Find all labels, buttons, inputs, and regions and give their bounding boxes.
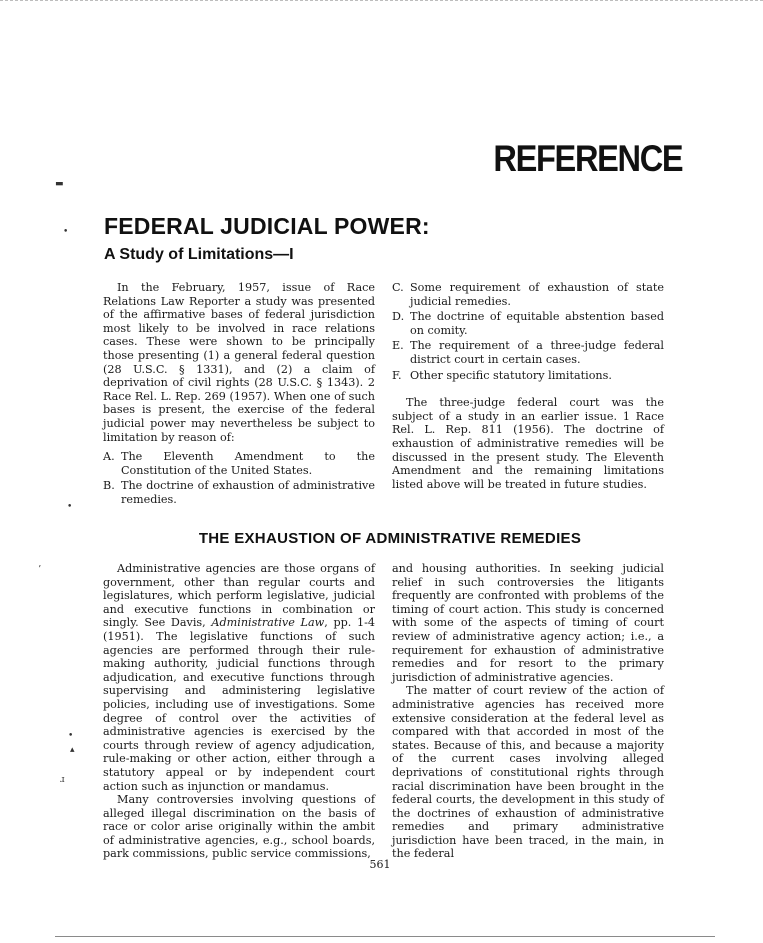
intro-paragraph: In the February, 1957, issue of Race Relations Law Reporter a study was presented of the affirmative bases of federal jurisdiction most likely to be involved in race relations cases. These were shown to be principally those presenting (1) a general federal question (28 U.S.C. § 1331), and (2) a claim of deprivation of civil rights (28 U.S.C. § 1343). 2 Race Rel. L. Rep. 269 (1957). When one of such bases is present, the exercise of the federal judicial power may nevertheless be subject to limitation by reason of: bbox=[103, 281, 375, 444]
list-item-text: The doctrine of exhaustion of administrative remedies. bbox=[121, 479, 375, 506]
margin-mark: ʼ bbox=[38, 565, 41, 575]
section-heading: THE EXHAUSTION OF ADMINISTRATIVE REMEDIES bbox=[198, 530, 582, 547]
section-label-reference: REFERENCE bbox=[493, 138, 683, 179]
article-subtitle: A Study of Limitations—I bbox=[104, 246, 294, 263]
intro-right-column bbox=[392, 281, 664, 491]
page-top-border bbox=[0, 0, 763, 1]
list-item bbox=[392, 310, 664, 337]
body-paragraph: and housing authorities. In seeking judicial relief in such controversies the litigants frequently are confronted with problems of the timing of court action. This study is concerned with some of the aspects of timing of court review of administrative agency action; i.e., a requirement for exhaustion of administrative remedies and for resort to the primary jurisdiction of administrative agencies. bbox=[392, 562, 664, 684]
list-item-text: Some requirement of exhaustion of state judicial remedies. bbox=[410, 281, 664, 308]
margin-mark: ▴ bbox=[70, 745, 75, 755]
intro-left-column bbox=[103, 281, 375, 509]
list-item bbox=[392, 281, 664, 308]
limitations-list-continued bbox=[392, 281, 664, 382]
list-item bbox=[103, 450, 375, 477]
list-item bbox=[103, 479, 375, 506]
list-item-text: The requirement of a three-judge federal district court in certain cases. bbox=[410, 339, 664, 366]
body-paragraph bbox=[103, 562, 375, 793]
page-bottom-rule bbox=[55, 936, 715, 937]
margin-mark: ɹ bbox=[60, 775, 65, 785]
list-item-letter: E. bbox=[392, 339, 404, 353]
list-item bbox=[392, 339, 664, 366]
list-item bbox=[392, 369, 664, 383]
intro-right-paragraph: The three-judge federal court was the subject of a study in an earlier issue. 1 Race Rel. L. Rep. 811 (1956). The doctrine of exhaustion of administrative remedies will be discussed in the present study. The Eleventh Amendment and the remaining limitations listed above will be treated in future studies. bbox=[392, 396, 664, 491]
page-number: 561 bbox=[369, 858, 391, 871]
list-item-letter: C. bbox=[392, 281, 404, 294]
margin-mark: • bbox=[68, 731, 74, 741]
margin-mark: • bbox=[63, 227, 69, 237]
list-item-letter: A. bbox=[103, 450, 115, 464]
article-title: FEDERAL JUDICIAL POWER: bbox=[104, 213, 430, 239]
list-item-text: Other specific statutory limitations. bbox=[410, 368, 612, 382]
list-item-text: The Eleventh Amendment to the Constitution of the United States. bbox=[121, 450, 375, 477]
body-paragraph: The matter of court review of the action of administrative agencies has received more extensive consideration at the federal level as compared with that accorded in most of the states. Because of this, and because a majority of the current cases involving alleged deprivations of constitutional rights through racial discrimination have been brought in the federal courts, the development in this study of the doctrines of exhaustion of administrative remedies and primary administrative jurisdiction have been traced, in the main, in the federal bbox=[392, 684, 664, 861]
body-paragraph: Many controversies involving questions of alleged illegal discrimination on the basis of race or color arise originally within the ambit of administrative agencies, e.g., school boards, park commissions, public service commissions, bbox=[103, 793, 375, 861]
list-item-letter: B. bbox=[103, 479, 115, 493]
list-item-letter: F. bbox=[392, 368, 402, 382]
body-text: , pp. 1-4 (1951). The legislative functions of such agencies are performed through their rule-making authority, judicial functions through adjudication, and executive functions through supervising and administering legislative policies, including use of investigations. Some degree of control over the activities of administrative agencies is exercised by the courts through review of agency adjudication, rule-making or other action, either through a statutory appeal or by independent court action such as injunction or mandamus. bbox=[103, 616, 375, 793]
body-right-column bbox=[392, 562, 664, 861]
limitations-list bbox=[103, 450, 375, 506]
list-item-letter: D. bbox=[392, 310, 405, 324]
body-text: Administrative agencies are those organs of government, other than regular courts and legislatures, which perform legislative, judicial and executive functions in combination or singly. See Davis, bbox=[103, 562, 375, 630]
margin-mark: • bbox=[67, 502, 73, 512]
body-left-column bbox=[103, 562, 375, 861]
margin-mark: ▬ bbox=[55, 179, 64, 189]
list-item-text: The doctrine of equitable abstention based on comity. bbox=[410, 310, 664, 337]
book-title: Administrative Law bbox=[211, 616, 325, 630]
